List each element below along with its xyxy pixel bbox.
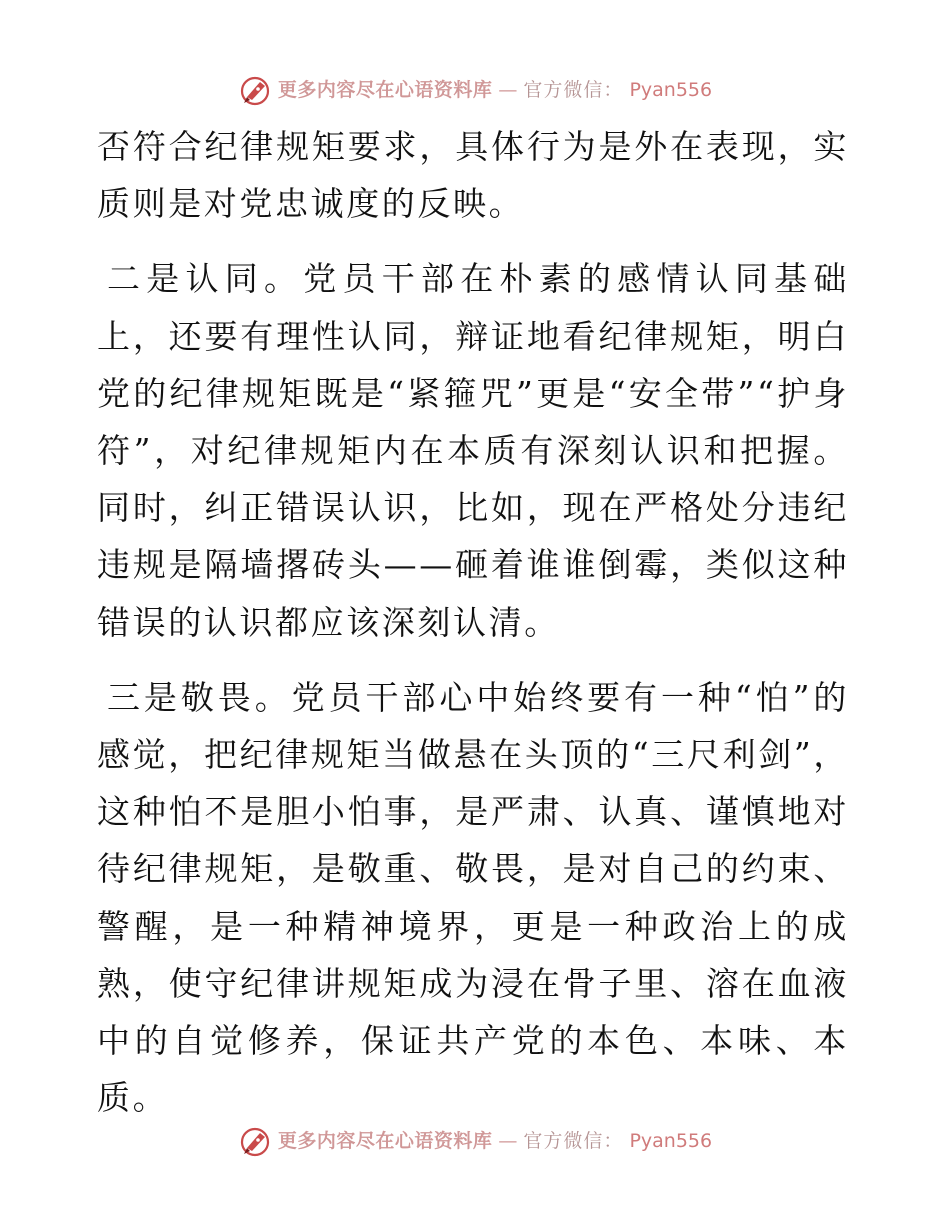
page-footer-watermark bbox=[0, 1121, 950, 1161]
page-header-watermark bbox=[0, 70, 950, 110]
watermark-title: 更多内容尽在心语资料库 bbox=[277, 1129, 493, 1152]
watermark-line bbox=[238, 1124, 712, 1158]
watermark-dash: — bbox=[498, 78, 518, 101]
watermark-line bbox=[238, 73, 712, 107]
paragraph-gap bbox=[97, 232, 849, 250]
watermark-official-label: 官方微信： bbox=[523, 1129, 624, 1152]
pen-nib-icon bbox=[238, 73, 272, 107]
watermark-wechat-id: Pyan556 bbox=[629, 1129, 713, 1152]
watermark-official-label: 官方微信： bbox=[523, 78, 624, 101]
paragraph-gap bbox=[97, 651, 849, 669]
watermark-wechat-id: Pyan556 bbox=[629, 78, 713, 101]
paragraph-continuation: 否符合纪律规矩要求，具体行为是外在表现，实质则是对党忠诚度的反映。 bbox=[97, 127, 849, 224]
pen-nib-icon bbox=[238, 1124, 272, 1158]
watermark-dash: — bbox=[498, 1129, 518, 1152]
watermark-title: 更多内容尽在心语资料库 bbox=[277, 78, 493, 101]
document-body bbox=[97, 118, 849, 1126]
paragraph-recognition: 二是认同。党员干部在朴素的感情认同基础上，还要有理性认同，辩证地看纪律规矩，明白党的纪律规矩既是“紧箍咒”更是“安全带”“护身符”，对纪律规矩内在本质有深刻认识和把握。同时，纠正错误认识，比如，现在严格处分违纪违规是隔墙撂砖头——砸着谁谁倒霉，类似这种错误的认识都应该深刻认清。 bbox=[97, 259, 849, 642]
paragraph-reverence: 三是敬畏。党员干部心中始终要有一种“怕”的感觉，把纪律规矩当做悬在头顶的“三尺利剑”，这种怕不是胆小怕事，是严肃、认真、谨慎地对待纪律规矩，是敬重、敬畏，是对自己的约束、警醒，是一种精神境界，更是一种政治上的成熟，使守纪律讲规矩成为浸在骨子里、溶在血液中的自觉修养，保证共产党的本色、本味、本质。 bbox=[97, 677, 849, 1118]
